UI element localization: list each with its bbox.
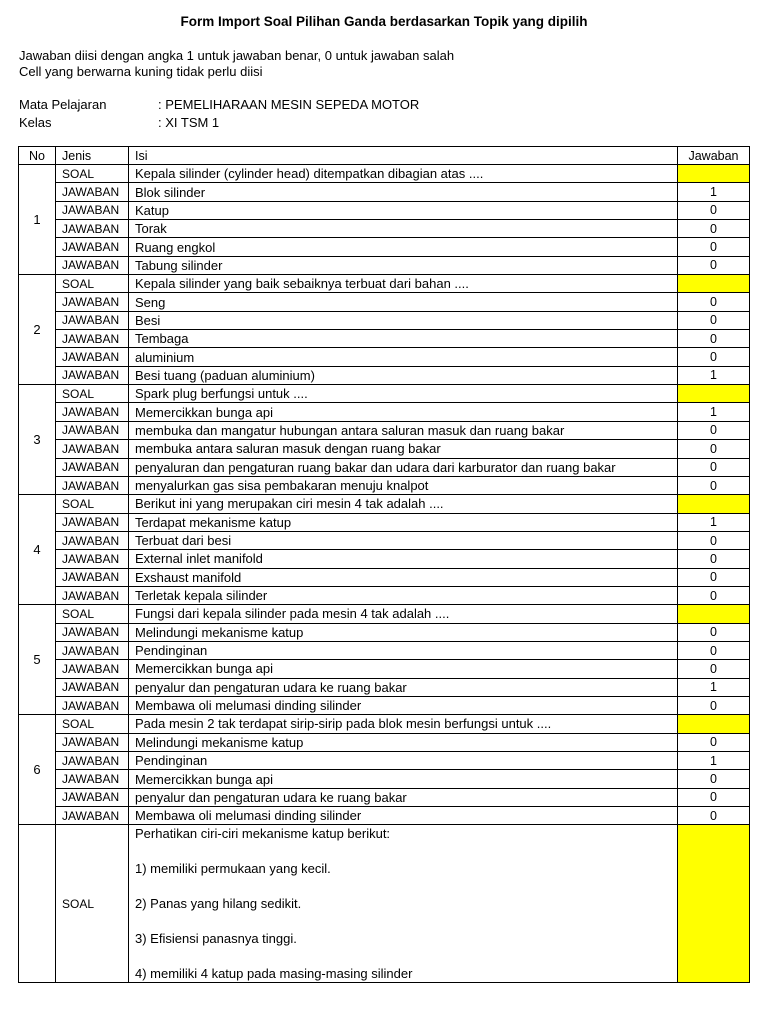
answer-row (19, 403, 750, 421)
answer-text[interactable]: Blok silinder (129, 183, 678, 201)
question-text-line: 1) memiliki permukaan yang kecil. (135, 861, 331, 877)
page-title: Form Import Soal Pilihan Ganda berdasarkan Topik yang dipilih (180, 14, 588, 29)
question-text-line (135, 912, 677, 929)
soal-row (19, 825, 750, 983)
answer-row (19, 238, 750, 256)
answer-row (19, 348, 750, 366)
answer-text[interactable]: Terdapat mekanisme katup (129, 513, 678, 531)
table-body (19, 165, 750, 983)
answer-text[interactable]: membuka dan mangatur hubungan antara saluran masuk dan ruang bakar (129, 421, 678, 439)
jenis-jawaban: JAWABAN (56, 458, 129, 476)
answer-text[interactable]: penyalur dan pengaturan udara ke ruang bakar (129, 678, 678, 696)
answer-value[interactable]: 0 (678, 220, 750, 238)
class-label: Kelas (19, 115, 52, 130)
answer-value[interactable]: 1 (678, 513, 750, 531)
question-text[interactable] (129, 825, 678, 983)
question-table (18, 146, 750, 983)
answer-row (19, 733, 750, 751)
answer-value[interactable]: 0 (678, 311, 750, 329)
jenis-jawaban: JAWABAN (56, 311, 129, 329)
answer-value[interactable]: 0 (678, 531, 750, 549)
answer-text[interactable]: Torak (129, 220, 678, 238)
question-text[interactable]: Pada mesin 2 tak terdapat sirip-sirip pada blok mesin berfungsi untuk .... (129, 715, 678, 733)
answer-row (19, 770, 750, 788)
answer-row (19, 568, 750, 586)
answer-value[interactable]: 0 (678, 623, 750, 641)
answer-value[interactable]: 0 (678, 788, 750, 806)
soal-row (19, 715, 750, 733)
question-number: 6 (19, 715, 56, 825)
answer-text[interactable]: Pendinginan (129, 641, 678, 659)
soal-row (19, 165, 750, 183)
answer-value[interactable]: 0 (678, 421, 750, 439)
question-text-line (135, 947, 677, 964)
answer-text[interactable]: Exshaust manifold (129, 568, 678, 586)
question-text-line: 2) Panas yang hilang sedikit. (135, 895, 302, 911)
answer-cell-disabled (678, 275, 750, 293)
jenis-jawaban: JAWABAN (56, 550, 129, 568)
answer-row (19, 623, 750, 641)
table-header-row (19, 147, 750, 165)
jenis-jawaban: JAWABAN (56, 513, 129, 531)
answer-row (19, 678, 750, 696)
answer-row (19, 476, 750, 494)
subject-label: Mata Pelajaran (19, 97, 107, 112)
answer-row (19, 807, 750, 825)
question-text[interactable]: Berikut ini yang merupakan ciri mesin 4 tak adalah .... (129, 495, 678, 513)
jenis-jawaban: JAWABAN (56, 366, 129, 384)
jenis-soal: SOAL (56, 385, 129, 403)
answer-row (19, 311, 750, 329)
answer-text[interactable]: aluminium (129, 348, 678, 366)
soal-row (19, 385, 750, 403)
question-text[interactable]: Fungsi dari kepala silinder pada mesin 4 tak adalah .... (129, 605, 678, 623)
answer-value[interactable]: 0 (678, 458, 750, 476)
header-isi: Isi (129, 147, 678, 165)
answer-row (19, 696, 750, 714)
answer-value[interactable]: 0 (678, 201, 750, 219)
question-number (19, 825, 56, 983)
answer-row (19, 220, 750, 238)
answer-value[interactable]: 0 (678, 641, 750, 659)
answer-text[interactable]: menyalurkan gas sisa pembakaran menuju knalpot (129, 476, 678, 494)
jenis-soal: SOAL (56, 495, 129, 513)
soal-row (19, 495, 750, 513)
jenis-soal: SOAL (56, 825, 129, 983)
jenis-jawaban: JAWABAN (56, 201, 129, 219)
jenis-jawaban: JAWABAN (56, 421, 129, 439)
question-number: 4 (19, 495, 56, 605)
class-value: : XI TSM 1 (158, 115, 220, 130)
answer-row (19, 330, 750, 348)
answer-text[interactable]: Pendinginan (129, 752, 678, 770)
jenis-soal: SOAL (56, 715, 129, 733)
jenis-jawaban: JAWABAN (56, 660, 129, 678)
question-text[interactable]: Kepala silinder (cylinder head) ditempatkan dibagian atas .... (129, 165, 678, 183)
jenis-jawaban: JAWABAN (56, 770, 129, 788)
answer-text[interactable]: Besi tuang (paduan aluminium) (129, 366, 678, 384)
answer-text[interactable]: Katup (129, 201, 678, 219)
answer-text[interactable]: Tembaga (129, 330, 678, 348)
answer-text[interactable]: Melindungi mekanisme katup (129, 733, 678, 751)
jenis-jawaban: JAWABAN (56, 678, 129, 696)
question-number: 1 (19, 165, 56, 275)
answer-cell-disabled (678, 825, 750, 983)
answer-text[interactable]: Membawa oli melumasi dinding silinder (129, 807, 678, 825)
answer-text[interactable]: Tabung silinder (129, 256, 678, 274)
answer-row (19, 586, 750, 604)
jenis-jawaban: JAWABAN (56, 220, 129, 238)
answer-value[interactable]: 1 (678, 366, 750, 384)
answer-cell-disabled (678, 165, 750, 183)
answer-text[interactable]: Terbuat dari besi (129, 531, 678, 549)
answer-row (19, 513, 750, 531)
answer-row (19, 641, 750, 659)
jenis-jawaban: JAWABAN (56, 531, 129, 549)
answer-value[interactable]: 1 (678, 403, 750, 421)
jenis-jawaban: JAWABAN (56, 807, 129, 825)
answer-row (19, 201, 750, 219)
answer-text[interactable]: penyaluran dan pengaturan ruang bakar dan udara dari karburator dan ruang bakar (129, 458, 678, 476)
jenis-jawaban: JAWABAN (56, 696, 129, 714)
answer-cell-disabled (678, 385, 750, 403)
jenis-jawaban: JAWABAN (56, 293, 129, 311)
jenis-jawaban: JAWABAN (56, 440, 129, 458)
answer-text[interactable]: membuka antara saluran masuk dengan ruang bakar (129, 440, 678, 458)
answer-value[interactable]: 1 (678, 752, 750, 770)
answer-text[interactable]: Memercikkan bunga api (129, 660, 678, 678)
question-text-line (135, 878, 677, 895)
jenis-jawaban: JAWABAN (56, 752, 129, 770)
header-no: No (19, 147, 56, 165)
answer-value[interactable]: 0 (678, 330, 750, 348)
question-number: 2 (19, 275, 56, 385)
jenis-soal: SOAL (56, 605, 129, 623)
answer-text[interactable]: External inlet manifold (129, 550, 678, 568)
jenis-jawaban: JAWABAN (56, 238, 129, 256)
answer-row (19, 660, 750, 678)
answer-value[interactable]: 0 (678, 770, 750, 788)
answer-value[interactable]: 0 (678, 660, 750, 678)
instruction-line-1: Jawaban diisi dengan angka 1 untuk jawaban benar, 0 untuk jawaban salah (19, 48, 455, 63)
answer-text[interactable]: Terletak kepala silinder (129, 586, 678, 604)
answer-cell-disabled (678, 605, 750, 623)
question-text-line: Perhatikan ciri-ciri mekanisme katup berikut: (135, 826, 391, 842)
answer-row (19, 752, 750, 770)
answer-value[interactable]: 1 (678, 183, 750, 201)
answer-value[interactable]: 0 (678, 550, 750, 568)
jenis-jawaban: JAWABAN (56, 733, 129, 751)
answer-row (19, 421, 750, 439)
instruction-line-2: Cell yang berwarna kuning tidak perlu diisi (19, 64, 263, 79)
jenis-jawaban: JAWABAN (56, 476, 129, 494)
answer-value[interactable]: 0 (678, 476, 750, 494)
answer-value[interactable]: 1 (678, 678, 750, 696)
question-text[interactable]: Spark plug berfungsi untuk .... (129, 385, 678, 403)
answer-row (19, 550, 750, 568)
answer-row (19, 366, 750, 384)
jenis-jawaban: JAWABAN (56, 623, 129, 641)
question-text[interactable]: Kepala silinder yang baik sebaiknya terbuat dari bahan .... (129, 275, 678, 293)
jenis-jawaban: JAWABAN (56, 586, 129, 604)
jenis-jawaban: JAWABAN (56, 183, 129, 201)
jenis-soal: SOAL (56, 165, 129, 183)
answer-value[interactable]: 0 (678, 256, 750, 274)
answer-value[interactable]: 0 (678, 348, 750, 366)
jenis-jawaban: JAWABAN (56, 788, 129, 806)
jenis-soal: SOAL (56, 275, 129, 293)
answer-row (19, 788, 750, 806)
answer-value[interactable]: 0 (678, 696, 750, 714)
answer-text[interactable]: Ruang engkol (129, 238, 678, 256)
answer-text[interactable]: Melindungi mekanisme katup (129, 623, 678, 641)
answer-value[interactable]: 0 (678, 440, 750, 458)
question-number: 5 (19, 605, 56, 715)
answer-row (19, 440, 750, 458)
answer-row (19, 293, 750, 311)
soal-row (19, 605, 750, 623)
jenis-jawaban: JAWABAN (56, 641, 129, 659)
jenis-jawaban: JAWABAN (56, 348, 129, 366)
subject-value: : PEMELIHARAAN MESIN SEPEDA MOTOR (158, 97, 420, 112)
answer-text[interactable]: penyalur dan pengaturan udara ke ruang bakar (129, 788, 678, 806)
jenis-jawaban: JAWABAN (56, 403, 129, 421)
answer-text[interactable]: Seng (129, 293, 678, 311)
answer-cell-disabled (678, 715, 750, 733)
answer-value[interactable]: 0 (678, 586, 750, 604)
answer-row (19, 256, 750, 274)
question-text-line: 4) memiliki 4 katup pada masing-masing silinder (135, 965, 413, 981)
header-jenis: Jenis (56, 147, 129, 165)
answer-value[interactable]: 0 (678, 807, 750, 825)
answer-value[interactable]: 0 (678, 293, 750, 311)
answer-cell-disabled (678, 495, 750, 513)
soal-row (19, 275, 750, 293)
header-jawaban: Jawaban (678, 147, 750, 165)
jenis-jawaban: JAWABAN (56, 330, 129, 348)
answer-row (19, 458, 750, 476)
answer-value[interactable]: 0 (678, 733, 750, 751)
answer-row (19, 183, 750, 201)
answer-text[interactable]: Memercikkan bunga api (129, 403, 678, 421)
answer-text[interactable]: Besi (129, 311, 678, 329)
answer-value[interactable]: 0 (678, 568, 750, 586)
jenis-jawaban: JAWABAN (56, 256, 129, 274)
question-text-line: 3) Efisiensi panasnya tinggi. (135, 930, 297, 946)
jenis-jawaban: JAWABAN (56, 568, 129, 586)
answer-row (19, 531, 750, 549)
answer-text[interactable]: Membawa oli melumasi dinding silinder (129, 696, 678, 714)
question-text-line (135, 843, 677, 860)
answer-text[interactable]: Memercikkan bunga api (129, 770, 678, 788)
question-number: 3 (19, 385, 56, 495)
answer-value[interactable]: 0 (678, 238, 750, 256)
